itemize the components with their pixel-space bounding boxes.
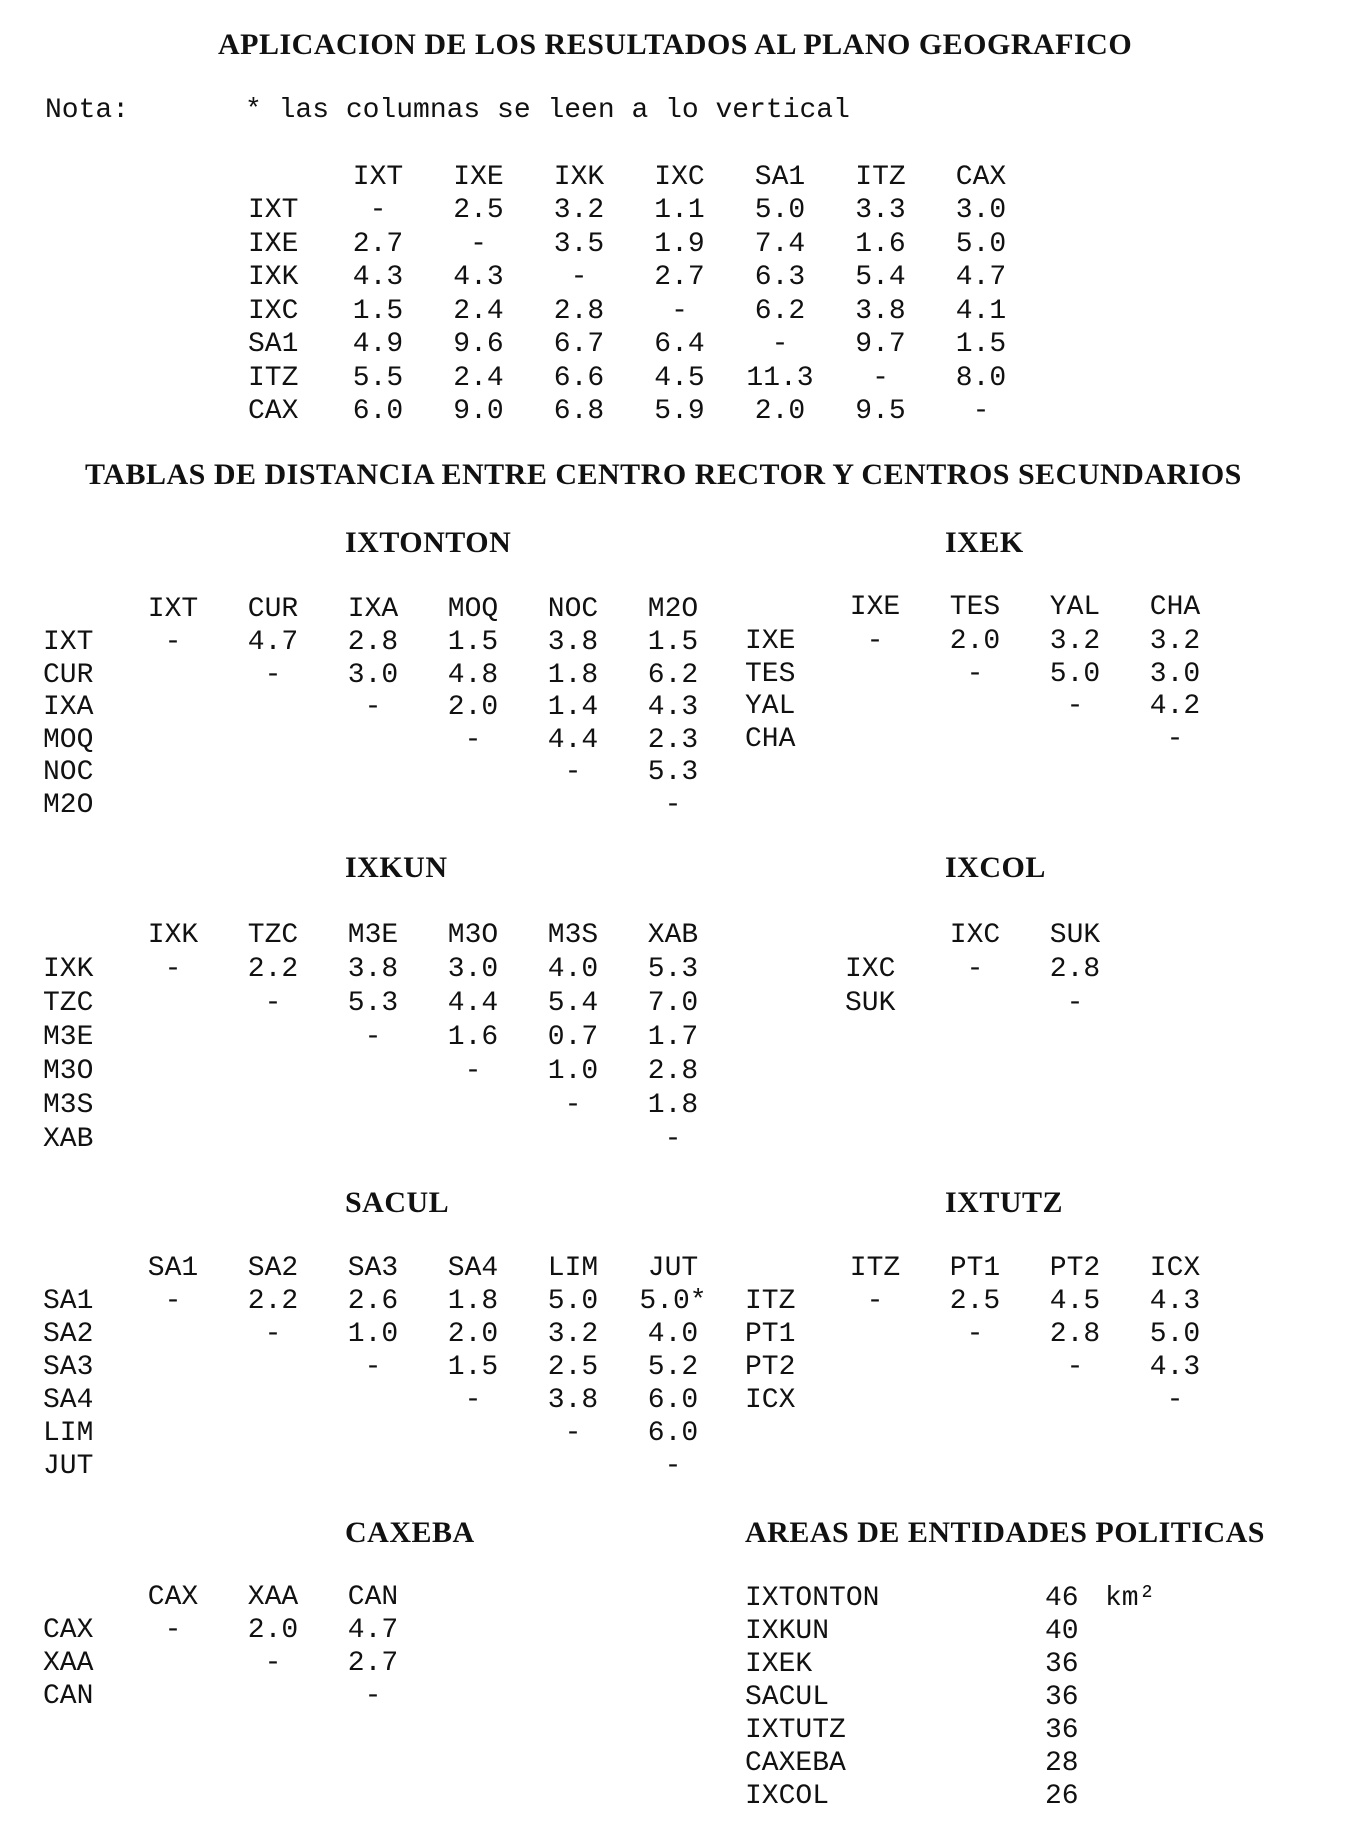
main-cell: 2.7 [352,228,404,260]
table-ixek-row-label: CHA [745,723,796,755]
table-sacul-row-label: JUT [43,1451,94,1482]
table-sacul-cell: - [664,1451,682,1482]
table-ixtutz-col-header: ITZ [849,1253,901,1284]
table-ixtutz-row-label: ICX [745,1385,796,1416]
table-ixkun-col-header: IXK [147,920,199,951]
table-ixtutz-cell: - [966,1319,984,1350]
table-ixkun-row-label: IXK [43,954,94,985]
table-ixek-cell: 4.2 [1149,691,1201,722]
main-col-header: IXT [352,162,404,193]
area-value: 26 [1045,1781,1079,1812]
main-col-header: IXC [654,162,705,193]
table-ixtonton-col-header: MOQ [447,594,499,625]
main-cell: 6.6 [553,362,605,394]
main-col-header: IXE [453,162,504,193]
main-cell: 5.9 [654,396,705,427]
area-name: IXTUTZ [745,1715,846,1746]
table-caxeba-cell: - [364,1681,382,1712]
table-ixek-row-label: TES [745,658,796,690]
table-sacul-col-header: SA4 [447,1253,499,1284]
main-cell: 8.0 [955,362,1007,394]
table-sacul-row-label: LIM [43,1418,94,1449]
note-text: * las columnas se leen a lo vertical [245,95,850,126]
table-ixek-cell: 2.0 [949,626,1001,657]
table-ixtonton-cell: 5.3 [647,757,699,788]
table-ixkun-cell: 1.0 [547,1056,599,1087]
main-cell: 6.3 [754,262,806,293]
table-sacul-col-header: SA1 [147,1253,199,1284]
table-ixek-cell: 3.0 [1149,658,1201,690]
table-ixkun-row-label: M3S [43,1090,94,1121]
table-ixkun-cell: 5.3 [647,954,699,985]
main-cell: 4.7 [955,262,1007,293]
table-ixek-col-header: IXE [849,592,901,623]
main-cell: 3.5 [553,228,605,260]
area-value: 36 [1045,1649,1079,1680]
table-ixtonton-cell: 4.8 [447,659,499,691]
main-cell: - [771,329,789,360]
table-ixtutz-cell: - [1166,1385,1184,1416]
main-row-label: IXE [248,228,299,260]
main-cell: - [872,362,889,394]
table-ixkun-cell: 1.8 [647,1090,699,1121]
table-ixkun-cell: 3.0 [447,954,499,985]
table-caxeba-col-header: XAA [247,1582,299,1613]
area-value: 36 [1045,1682,1079,1713]
table-ixkun-cell: 2.2 [247,954,299,985]
table-ixtonton-col-header: M2O [647,594,699,625]
table-ixek-col-header: TES [949,592,1001,623]
table-ixtonton-col-header: CUR [247,594,299,625]
table-ixtutz-row-label: ITZ [745,1286,796,1317]
area-unit: km² [1105,1583,1156,1614]
area-name: IXCOL [745,1781,830,1812]
table-ixtonton-cell: - [464,724,482,756]
main-cell: 1.5 [352,295,404,327]
main-cell: 4.9 [352,329,404,360]
table-ixtonton-cell: 1.5 [447,627,499,658]
main-col-header: CAX [955,162,1007,193]
table-ixkun-cell: 1.6 [447,1022,499,1053]
table-title: IXKUN [345,851,448,884]
area-name: CAXEBA [745,1748,846,1779]
table-ixkun-col-header: XAB [647,920,699,951]
table-sacul-cell: 3.8 [547,1385,599,1416]
main-cell: 4.3 [352,262,404,293]
table-ixtonton-cell: - [364,692,382,723]
main-cell: 11.3 [746,362,814,394]
table-ixtonton-cell: - [564,757,582,788]
table-ixek-cell: - [866,626,884,657]
table-ixkun-cell: - [664,1124,682,1155]
table-ixkun-col-header: M3E [347,920,399,951]
table-ixkun-row-label: TZC [43,988,94,1019]
table-sacul-cell: 5.2 [647,1352,699,1383]
table-ixtutz-row-label: PT1 [745,1319,796,1350]
table-sacul-cell: - [164,1286,182,1317]
main-cell: 2.4 [453,295,504,327]
main-cell: - [671,295,688,327]
table-ixtonton-col-header: IXA [347,594,399,625]
table-ixek-cell: 5.0 [1049,658,1101,690]
table-ixtonton-cell: 4.7 [247,627,299,658]
table-ixkun-cell: 0.7 [547,1022,599,1053]
main-cell: - [369,195,387,226]
table-sacul-cell: 3.2 [547,1319,599,1350]
table-ixtonton-row-label: MOQ [43,724,94,756]
main-cell: 1.5 [955,329,1007,360]
main-col-header: SA1 [754,162,806,193]
table-title: SACUL [345,1186,450,1219]
table-caxeba-cell: 2.7 [347,1648,399,1679]
table-sacul-cell: - [264,1319,282,1350]
table-caxeba-cell: - [264,1648,282,1679]
main-cell: 2.0 [754,396,806,427]
main-cell: 3.2 [553,195,605,226]
main-cell: 5.5 [352,362,404,394]
table-ixtonton-cell: - [264,659,282,691]
table-ixkun-cell: 3.8 [347,954,399,985]
table-sacul-cell: 6.0 [647,1385,699,1416]
table-sacul-row-label: SA2 [43,1319,94,1350]
table-ixkun-col-header: M3S [547,920,599,951]
area-value: 28 [1045,1748,1079,1779]
table-ixkun-col-header: TZC [247,920,299,951]
table-sacul-cell: 2.0 [447,1319,499,1350]
table-sacul-row-label: SA1 [43,1286,94,1317]
table-ixkun-col-header: M3O [447,920,499,951]
table-ixek-cell: 3.2 [1049,626,1101,657]
table-sacul-cell: 5.0* [639,1286,707,1317]
table-ixcol-cell: - [966,954,984,985]
main-cell: 9.5 [855,396,906,427]
area-name: IXKUN [745,1616,830,1647]
main-cell: 4.1 [955,295,1007,327]
area-value: 46 [1045,1583,1079,1614]
table-ixtutz-cell: 4.3 [1149,1352,1201,1383]
table-sacul-cell: - [464,1385,482,1416]
table-caxeba-col-header: CAX [147,1582,199,1613]
table-sacul-cell: 5.0 [547,1286,599,1317]
main-row-label: IXK [248,262,299,293]
main-row-label: CAX [248,396,299,427]
area-name: SACUL [745,1682,830,1713]
table-ixtutz-cell: - [866,1286,884,1317]
main-cell: 2.7 [654,262,705,293]
table-title: CAXEBA [345,1516,475,1549]
table-ixtutz-col-header: PT2 [1049,1253,1101,1284]
table-ixek-cell: 3.2 [1149,626,1201,657]
table-sacul-cell: 2.6 [347,1286,399,1317]
main-cell: 6.2 [754,295,806,327]
table-ixkun-cell: 1.7 [647,1022,699,1053]
main-cell: 1.6 [855,228,906,260]
main-col-header: IXK [553,162,605,193]
table-ixtonton-cell: 1.8 [547,659,599,691]
main-cell: 6.8 [553,396,605,427]
note-label: Nota: [45,95,130,126]
table-caxeba-row-label: CAX [43,1615,94,1646]
main-col-header: ITZ [855,162,906,193]
area-name: IXEK [745,1649,813,1680]
table-ixkun-cell: - [564,1090,582,1121]
table-sacul-cell: 2.5 [547,1352,599,1383]
table-ixtonton-cell: 2.3 [647,724,699,756]
table-ixtonton-col-header: NOC [547,594,599,625]
table-caxeba-row-label: CAN [43,1681,94,1712]
main-row-label: IXT [248,195,299,226]
table-ixek-row-label: IXE [745,626,796,657]
table-ixcol-col-header: SUK [1049,920,1101,951]
main-cell: - [972,396,990,427]
table-ixtonton-col-header: IXT [147,594,199,625]
table-ixkun-cell: - [464,1056,482,1087]
table-ixkun-cell: - [264,988,282,1019]
main-cell: 4.5 [654,362,705,394]
main-cell: 7.4 [754,228,806,260]
main-cell: 5.4 [855,262,906,293]
area-name: IXTONTON [745,1583,880,1614]
table-sacul-cell: - [364,1352,382,1383]
main-cell: 6.4 [654,329,705,360]
table-ixcol-cell: - [1066,988,1084,1019]
table-ixkun-cell: 5.4 [547,988,599,1019]
main-cell: 2.8 [553,295,605,327]
table-ixkun-cell: 5.3 [347,988,399,1019]
table-sacul-cell: 2.2 [247,1286,299,1317]
table-sacul-col-header: LIM [547,1253,599,1284]
table-ixkun-cell: 4.0 [547,954,599,985]
main-row-label: IXC [248,295,299,327]
main-cell: 5.0 [955,228,1007,260]
table-title: IXEK [945,526,1024,559]
table-sacul-row-label: SA3 [43,1352,94,1383]
table-ixcol-col-header: IXC [949,920,1001,951]
table-ixtonton-row-label: IXA [43,692,94,723]
table-ixkun-row-label: XAB [43,1124,94,1155]
table-ixkun-cell: - [364,1022,382,1053]
table-sacul-cell: 1.5 [447,1352,499,1383]
table-ixek-col-header: CHA [1149,592,1201,623]
table-ixkun-cell: 4.4 [447,988,499,1019]
table-ixcol-cell: 2.8 [1049,954,1101,985]
main-row-label: SA1 [248,329,299,360]
table-ixtutz-row-label: PT2 [745,1352,796,1383]
table-ixtonton-row-label: M2O [43,789,94,821]
table-ixcol-row-label: IXC [845,954,896,985]
main-cell: 4.3 [453,262,504,293]
table-ixtonton-cell: 6.2 [647,659,699,691]
table-ixtonton-cell: 3.8 [547,627,599,658]
table-sacul-cell: 6.0 [647,1418,699,1449]
table-sacul-cell: - [564,1418,582,1449]
table-sacul-cell: 1.8 [447,1286,499,1317]
main-cell: - [570,262,588,293]
table-ixtonton-cell: 4.3 [647,692,699,723]
table-ixtutz-cell: 4.5 [1049,1286,1101,1317]
page-title: APLICACION DE LOS RESULTADOS AL PLANO GEOGRAFICO [218,28,1133,61]
table-ixtutz-cell: 2.8 [1049,1319,1101,1350]
table-ixek-cell: - [966,658,984,690]
table-ixtonton-cell: 4.4 [547,724,599,756]
main-cell: 9.7 [855,329,906,360]
table-ixtutz-cell: 5.0 [1149,1319,1201,1350]
table-ixek-cell: - [1066,691,1084,722]
table-caxeba-row-label: XAA [43,1648,94,1679]
table-title: IXTONTON [345,526,512,559]
main-row-label: ITZ [248,362,299,394]
table-ixtonton-row-label: CUR [43,659,94,691]
areas-title: AREAS DE ENTIDADES POLITICAS [745,1516,1265,1549]
table-ixtonton-cell: 2.8 [347,627,399,658]
table-ixtonton-cell: - [164,627,182,658]
table-title: IXTUTZ [945,1186,1064,1219]
table-sacul-cell: 4.0 [647,1319,699,1350]
table-caxeba-cell: 4.7 [347,1615,399,1646]
main-cell: 3.3 [855,195,906,226]
table-ixkun-cell: 7.0 [647,988,699,1019]
table-ixkun-row-label: M3O [43,1056,94,1087]
table-ixek-cell: - [1166,723,1184,755]
table-ixek-col-header: YAL [1049,592,1101,623]
main-cell: 3.0 [955,195,1007,226]
area-value: 36 [1045,1715,1079,1746]
main-cell: 6.0 [352,396,404,427]
main-cell: 2.4 [453,362,504,394]
main-cell: 9.6 [453,329,504,360]
table-ixtonton-row-label: IXT [43,627,94,658]
main-cell: 5.0 [754,195,806,226]
table-ixtonton-cell: 3.0 [347,659,399,691]
table-sacul-col-header: SA2 [247,1253,299,1284]
main-cell: - [470,228,487,260]
table-sacul-row-label: SA4 [43,1385,94,1416]
table-caxeba-col-header: CAN [347,1582,399,1613]
main-cell: 1.1 [654,195,705,226]
table-ixtonton-cell: 2.0 [447,692,499,723]
table-ixtonton-cell: - [664,789,682,821]
table-ixtutz-col-header: ICX [1149,1253,1201,1284]
main-cell: 1.9 [654,228,705,260]
table-caxeba-cell: - [164,1615,182,1646]
table-sacul-cell: 1.0 [347,1319,399,1350]
table-ixtonton-row-label: NOC [43,757,94,788]
table-ixtonton-cell: 1.5 [647,627,699,658]
section-title: TABLAS DE DISTANCIA ENTRE CENTRO RECTOR Y CENTROS SECUNDARIOS [85,458,1242,491]
table-ixkun-row-label: M3E [43,1022,94,1053]
main-cell: 6.7 [553,329,605,360]
table-ixtutz-cell: 4.3 [1149,1286,1201,1317]
table-caxeba-cell: 2.0 [247,1615,299,1646]
table-ixkun-cell: 2.8 [647,1056,699,1087]
main-cell: 9.0 [453,396,504,427]
table-ixcol-row-label: SUK [845,988,896,1019]
table-ixkun-cell: - [164,954,182,985]
area-value: 40 [1045,1616,1079,1647]
table-ixek-row-label: YAL [745,691,796,722]
table-title: IXCOL [945,851,1046,884]
table-ixtutz-cell: 2.5 [949,1286,1001,1317]
main-cell: 2.5 [453,195,504,226]
table-ixtonton-cell: 1.4 [547,692,599,723]
table-sacul-col-header: JUT [647,1253,699,1284]
table-ixtutz-col-header: PT1 [949,1253,1001,1284]
main-cell: 3.8 [855,295,906,327]
table-ixtutz-cell: - [1066,1352,1084,1383]
table-sacul-col-header: SA3 [347,1253,399,1284]
